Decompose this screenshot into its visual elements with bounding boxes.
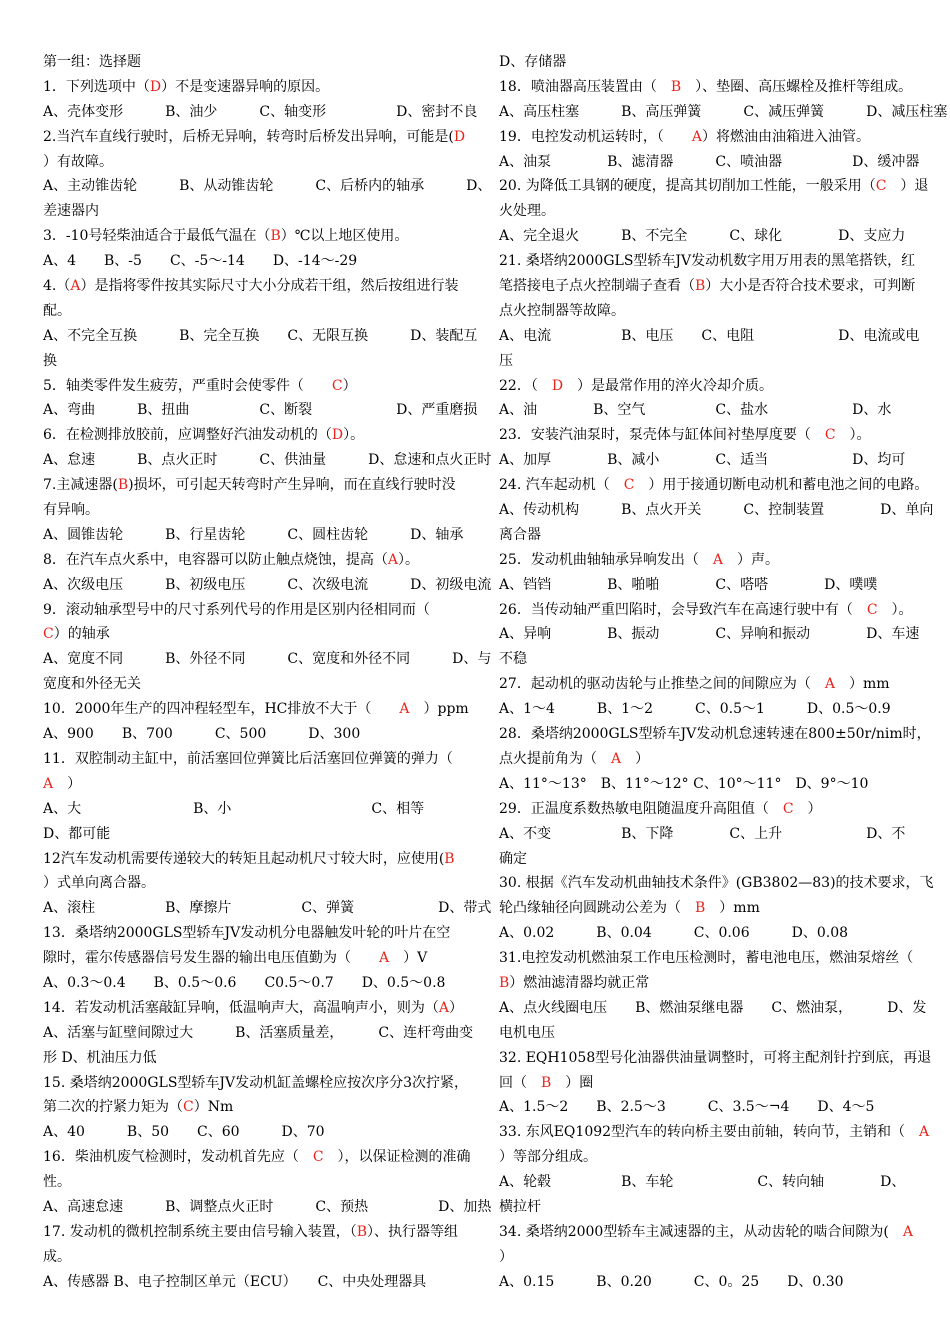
answer-mark: B	[444, 850, 455, 867]
text-line	[43, 448, 492, 473]
answer-mark: B	[670, 78, 682, 95]
text-segment: 5．轴类零件发生疲劳，严重时会使零件（	[43, 377, 332, 394]
text-line	[499, 1095, 920, 1120]
text-segment: 6．在检测排放胶前，应调整好汽油发动机的（	[43, 427, 332, 444]
text-segment: ）ppm	[409, 701, 469, 718]
text-line	[499, 199, 920, 224]
answer-mark: A	[70, 278, 81, 295]
text-line	[43, 498, 465, 523]
text-segment: ）。	[343, 427, 365, 444]
text-segment: ）退	[886, 178, 929, 195]
text-segment: ）	[342, 377, 357, 394]
text-line	[43, 423, 465, 448]
text-line	[43, 548, 465, 573]
text-line	[43, 398, 478, 423]
text-segment: 差速器内	[43, 203, 99, 220]
text-line	[43, 946, 465, 971]
answer-mark: C	[43, 626, 54, 643]
text-line	[499, 100, 948, 125]
text-line	[499, 822, 920, 847]
text-line	[43, 672, 465, 697]
text-line	[499, 349, 920, 374]
text-segment: A、加厚 B、减小 C、适当 D、均可	[499, 452, 906, 469]
text-segment: ）不是变速器异响的原因。	[161, 78, 330, 95]
answer-mark: B	[695, 900, 706, 917]
text-segment: ）。	[835, 427, 871, 444]
text-line	[499, 150, 920, 175]
text-segment: ）圈	[551, 1074, 594, 1091]
answer-mark: C	[866, 601, 878, 618]
text-segment: 隙时，霍尔传感器信号发生器的输出电压值勤为（	[43, 950, 379, 967]
text-line	[43, 722, 465, 747]
answer-mark: A	[43, 775, 54, 792]
text-line	[43, 349, 465, 374]
text-line	[499, 1245, 920, 1270]
answer-mark: A	[399, 701, 410, 718]
text-line	[43, 871, 465, 896]
text-segment: 29．正温度系数热敏电阻随温度升高阻值（	[499, 800, 783, 817]
text-segment: ）	[621, 750, 650, 767]
text-segment: 离合器	[499, 526, 541, 543]
text-line	[43, 324, 478, 349]
text-segment: 25．发动机曲轴轴承异响发出（	[499, 551, 713, 568]
text-line	[499, 971, 920, 996]
text-line	[499, 1046, 932, 1071]
text-segment: 第二次的拧紧力矩为（	[43, 1099, 183, 1116]
text-segment: 23．安装汽油泵时，泵壳体与缸体间衬垫厚度要（	[499, 427, 825, 444]
text-line	[499, 697, 920, 722]
text-line	[499, 1195, 920, 1220]
text-segment: 33. 东风EQ1092型汽车的转向桥主要由前轴，转向节，主销和（	[499, 1124, 920, 1141]
text-line	[499, 573, 920, 598]
text-segment: ）、垫圈、高压螺栓及推杆等组成。	[681, 78, 913, 95]
text-line	[43, 1245, 465, 1270]
answer-mark: C	[875, 178, 887, 195]
text-segment: ），以保证检测的准确	[323, 1149, 471, 1166]
text-segment: ）	[53, 775, 82, 792]
text-segment: 14．若发动机活塞敲缸异响，低温响声大，高温响声小，则为（	[43, 999, 439, 1016]
text-line	[499, 498, 934, 523]
text-segment: )损坏，可引起天转弯时产生异响，而在直线行驶时没	[128, 477, 456, 494]
text-line	[499, 398, 920, 423]
text-segment: 1．下列选项中（	[43, 78, 150, 95]
text-segment: A、宽度不同 B、外径不同 C、宽度和外径不同 D、与	[43, 651, 492, 668]
text-line	[499, 772, 920, 797]
text-line	[499, 598, 920, 623]
text-line	[43, 996, 465, 1021]
text-segment: A、油泵 B、滤清器 C、喷油器 D、缓冲器	[499, 153, 920, 170]
text-line	[499, 299, 920, 324]
answer-mark: C	[824, 427, 836, 444]
answer-mark: B	[499, 974, 510, 991]
text-segment: A、壳体变形 B、油少 C、轴变形 D、密封不良	[43, 103, 478, 120]
text-segment: 12汽车发动机需要传递较大的转矩且起动机尺寸较大时，应使用(	[43, 850, 445, 867]
text-segment: A、传动机构 B、点火开关 C、控制装置 D、单向	[499, 502, 934, 519]
answer-mark: C	[623, 477, 635, 494]
answer-mark: C	[183, 1099, 194, 1116]
text-segment: A、活塞与缸壁间隙过大 B、活塞质量差， C、连杆弯曲变	[43, 1024, 474, 1041]
text-segment: A、完全退火 B、不完全 C、球化 D、支应力	[499, 228, 906, 245]
text-line	[499, 921, 920, 946]
text-line	[499, 946, 920, 971]
text-segment: 21. 桑塔纳2000GLS型轿车JV发动机数字用万用表的黑笔搭铁，红	[499, 253, 916, 270]
text-segment: 成。	[43, 1248, 71, 1265]
text-segment: ）将燃油由油箱进入油管。	[701, 128, 870, 145]
answer-mark: C	[312, 1149, 324, 1166]
text-line	[43, 125, 465, 150]
answer-mark: A	[691, 128, 702, 145]
text-segment: ）是最常作用的淬火冷却介质。	[563, 377, 774, 394]
text-line	[499, 896, 920, 921]
text-segment: 18．喷油器高压装置由（	[499, 78, 671, 95]
text-segment: 30. 根据《汽车发动机曲轴技术条件》(GB3802—83)的技术要求，飞	[499, 875, 934, 892]
text-line	[499, 75, 920, 100]
text-line	[499, 847, 920, 872]
text-line	[499, 1145, 920, 1170]
text-segment: 点火提前角为（	[499, 750, 611, 767]
text-segment: 10．2000年生产的四冲程轻型车，HC排放不大于（	[43, 701, 400, 718]
text-segment: ）	[793, 800, 822, 817]
text-line	[43, 473, 465, 498]
text-segment: A、40 B、50 C、60 D、70	[43, 1124, 325, 1141]
text-segment: 24. 汽车起动机（	[499, 477, 624, 494]
text-line	[43, 174, 492, 199]
text-segment: D、存储器	[499, 54, 567, 70]
text-segment: ）式单向离合器。	[43, 875, 155, 892]
answer-mark: D	[149, 78, 162, 95]
right-column	[499, 50, 948, 1295]
answer-mark: B	[117, 477, 129, 494]
text-segment: 点火控制器等故障。	[499, 302, 625, 319]
text-segment: A、不变 B、下降 C、上升 D、不	[499, 825, 906, 842]
text-line	[43, 1145, 471, 1170]
text-line	[499, 1071, 920, 1096]
text-line	[43, 100, 478, 125]
text-line	[43, 1120, 465, 1145]
text-line	[499, 274, 920, 299]
text-line	[43, 199, 465, 224]
answer-mark: C	[331, 377, 343, 394]
text-segment: ）声。	[722, 551, 779, 568]
text-line	[499, 374, 920, 399]
text-segment: 笔搭接电子点火控制端子查看（	[499, 278, 695, 295]
answer-mark: C	[782, 800, 794, 817]
text-segment: 形 D、机油压力低	[43, 1049, 157, 1066]
text-segment: 28．桑塔纳2000GLS型轿车JV发动机怠速转速在800±50r/nim时，	[499, 726, 931, 743]
text-line	[43, 896, 492, 921]
text-segment: 13．桑塔纳2000GLS型轿车JV发动机分电器触发叶轮的叶片在空	[43, 925, 451, 942]
text-line	[499, 672, 920, 697]
text-segment: D、都可能	[43, 825, 111, 842]
text-segment: A、1～4 B、1～2 C、0.5～1 D、0.5～0.9	[499, 701, 891, 718]
text-segment: 回（	[499, 1074, 541, 1091]
text-segment: 17. 发动机的微机控制系统主要由信号输入装置，（	[43, 1223, 357, 1240]
text-line	[499, 871, 934, 896]
text-segment: A、弯曲 B、扭曲 C、断裂 D、严重磨损	[43, 402, 478, 419]
text-segment: A、1.5～2 B、2.5～3 C、3.5～¬4 D、4～5	[499, 1099, 875, 1116]
text-line	[499, 1021, 920, 1046]
text-segment: ）。	[877, 601, 913, 618]
text-segment: 32. EQH1058型号化油器供油量调整时，可将主配剂针拧到底，再退	[499, 1049, 932, 1066]
text-line	[43, 1170, 465, 1195]
text-segment: A、圆锥齿轮 B、行星齿轮 C、圆柱齿轮 D、轴承	[43, 526, 464, 543]
text-line	[43, 150, 465, 175]
text-segment: ）℃以上地区使用。	[280, 228, 409, 245]
text-line	[499, 647, 920, 672]
text-line	[499, 50, 920, 75]
answer-mark: A	[902, 1223, 913, 1240]
text-line	[499, 548, 920, 573]
text-segment: 4.（	[43, 278, 71, 295]
text-segment: ）、执行器等组	[367, 1223, 459, 1240]
text-line	[43, 847, 465, 872]
answer-mark: B	[541, 1074, 552, 1091]
text-segment: 火处理。	[499, 203, 555, 220]
text-segment: 配。	[43, 302, 71, 319]
text-segment: ）有故障。	[43, 153, 113, 170]
text-line	[499, 473, 929, 498]
text-segment: ）	[499, 1248, 513, 1265]
text-line	[43, 1021, 474, 1046]
text-segment: ）Nm	[193, 1099, 234, 1116]
text-segment: 压	[499, 352, 513, 369]
answer-mark: A	[438, 999, 449, 1016]
text-line	[43, 573, 492, 598]
text-segment: 2.当汽车直线行驶时，后桥无异响，转弯时后桥发出异响，可能是(	[43, 128, 454, 145]
text-line	[43, 697, 469, 722]
text-segment: 有异响。	[43, 502, 99, 519]
text-segment: ）燃油滤清器均就正常	[509, 974, 650, 991]
text-line	[43, 374, 465, 399]
text-line	[43, 1046, 465, 1071]
text-segment: A、0.15 B、0.20 C、0。25 D、0.30	[499, 1273, 844, 1290]
answer-mark: A	[387, 551, 399, 568]
answer-mark: A	[712, 551, 723, 568]
text-line	[499, 125, 920, 150]
text-segment: 第一组：选择题	[43, 54, 141, 70]
text-segment: 确定	[499, 850, 527, 867]
text-segment: ）。	[398, 551, 420, 568]
answer-mark: B	[270, 228, 281, 245]
text-line	[43, 772, 465, 797]
text-line	[43, 299, 465, 324]
text-line	[43, 971, 465, 996]
text-segment: ）是指将零件按其实际尺寸大小分成若干组，然后按组进行装	[80, 278, 459, 295]
text-line	[43, 50, 465, 75]
text-line	[499, 747, 920, 772]
text-line	[499, 1220, 920, 1245]
text-line	[499, 722, 931, 747]
text-line	[499, 249, 920, 274]
text-segment: A、不完全互换 B、完全互换 C、无限互换 D、装配互	[43, 327, 478, 344]
text-segment: A、高速怠速 B、调整点火正时 C、预热 D、加热	[43, 1198, 492, 1215]
answer-mark: A	[919, 1124, 930, 1141]
text-line	[43, 822, 465, 847]
text-segment: 16．柴油机废气检测时，发动机首先应（	[43, 1149, 313, 1166]
text-segment: 27．起动机的驱动齿轮与止推垫之间的间隙应为（	[499, 676, 825, 693]
text-segment: 7.主减速器(	[43, 477, 118, 494]
text-segment: ）mm	[834, 676, 890, 693]
text-segment: A、异响 B、振动 C、异响和振动 D、车速	[499, 626, 920, 643]
text-line	[499, 523, 920, 548]
text-segment: A、怠速 B、点火正时 C、供油量 D、怠速和点火正时	[43, 452, 492, 469]
text-line	[499, 423, 920, 448]
text-segment: A、0.3～0.4 B、0.5～0.6 C0.5～0.7 D、0.5～0.8	[43, 974, 446, 991]
text-line	[43, 1195, 492, 1220]
text-line	[499, 1120, 930, 1145]
text-segment: ）mm	[705, 900, 760, 917]
text-line	[499, 224, 920, 249]
text-segment: A、大 B、小 C、相等	[43, 800, 425, 817]
text-line	[43, 1220, 465, 1245]
answer-mark: D	[551, 377, 564, 394]
answer-mark: A	[379, 950, 390, 967]
text-line	[43, 1071, 469, 1096]
text-segment: ）等部分组成。	[499, 1149, 597, 1166]
text-line	[43, 249, 465, 274]
text-segment: A、4 B、-5 C、-5～-14 D、-14～-29	[43, 253, 358, 270]
left-column	[43, 50, 492, 1295]
text-segment: A、次级电压 B、初级电压 C、次级电流 D、初级电流	[43, 576, 492, 593]
text-segment: A、点火线圈电压 B、燃油泵继电器 C、燃油泵， D、发	[499, 999, 927, 1016]
text-segment: A、0.02 B、0.04 C、0.06 D、0.08	[499, 925, 849, 942]
text-line	[499, 174, 929, 199]
text-line	[43, 1270, 465, 1295]
text-segment: A、滚柱 B、摩擦片 C、弹簧 D、带式	[43, 900, 492, 917]
text-line	[43, 75, 465, 100]
text-segment: 宽度和外径无关	[43, 676, 141, 693]
text-segment: 换	[43, 352, 57, 369]
text-segment: ）的轴承	[53, 626, 110, 643]
text-segment: A、主动锥齿轮 B、从动锥齿轮 C、后桥内的轴承 D、	[43, 178, 492, 195]
text-segment: A、铛铛 B、啪啪 C、嗒嗒 D、噗噗	[499, 576, 878, 593]
text-segment: ）大小是否符合技术要求，可判断	[705, 278, 916, 295]
text-line	[43, 622, 465, 647]
text-segment: 22．（	[499, 377, 552, 394]
text-segment: 15. 桑塔纳2000GLS型轿车JV发动机缸盖螺栓应按次序分3次拧紧，	[43, 1074, 469, 1091]
text-segment: 8．在汽车点火系中，电容器可以防止触点烧蚀，提高（	[43, 551, 388, 568]
answer-mark: A	[824, 676, 835, 693]
text-line	[43, 647, 492, 672]
text-line	[43, 747, 465, 772]
text-segment: 3．-10号轻柴油适合于最低气温在（	[43, 228, 271, 245]
text-line	[499, 1170, 920, 1195]
text-segment: 19．电控发动机运转时，（	[499, 128, 692, 145]
answer-mark: D	[453, 128, 466, 145]
answer-mark: B	[356, 1223, 368, 1240]
text-segment: ）V	[389, 950, 428, 967]
text-segment: A、900 B、700 C、500 D、300	[43, 726, 361, 743]
answer-mark: D	[331, 427, 344, 444]
text-line	[499, 622, 920, 647]
text-segment: 性。	[43, 1174, 71, 1191]
text-segment: A、11°～13° B、11°～12° C、10°～11° D、9°～10	[499, 775, 869, 792]
text-segment: ）	[448, 999, 463, 1016]
text-segment: A、轮毂 B、车轮 C、转向轴 D、	[499, 1174, 906, 1191]
text-line	[43, 224, 465, 249]
text-segment: ）用于接通切断电动机和蓄电池之间的电路。	[634, 477, 929, 494]
answer-mark: A	[611, 750, 622, 767]
text-segment: A、传感器 B、电子控制区单元（ECU） C、中央处理器具	[43, 1273, 427, 1290]
text-line	[43, 1095, 465, 1120]
text-line	[43, 598, 465, 623]
text-line	[43, 274, 465, 299]
text-segment: 20. 为降低工具钢的硬度，提高其切削加工性能，一般采用（	[499, 178, 876, 195]
text-segment: 横拉杆	[499, 1198, 541, 1215]
text-line	[499, 996, 927, 1021]
text-line	[43, 921, 465, 946]
text-segment: 34. 桑塔纳2000型轿车主减速器的主，从动齿轮的啮合间隙为(	[499, 1223, 903, 1240]
text-segment: A、油 B、空气 C、盐水 D、水	[499, 402, 892, 419]
text-line	[499, 797, 920, 822]
text-line	[43, 797, 465, 822]
text-segment: 不稳	[499, 651, 527, 668]
text-line	[499, 448, 920, 473]
text-segment: 11．双腔制动主缸中，前活塞回位弹簧比后活塞回位弹簧的弹力（	[43, 750, 453, 767]
text-segment: 9．滚动轴承型号中的尺寸系列代号的作用是区别内径相同而（	[43, 601, 430, 618]
text-segment: 轮凸缘轴径向圆跳动公差为（	[499, 900, 695, 917]
answer-mark: B	[695, 278, 706, 295]
text-segment: 26．当传动轴严重凹陷时，会导致汽车在高速行驶中有（	[499, 601, 867, 618]
text-segment: 电机电压	[499, 1024, 555, 1041]
text-line	[43, 523, 465, 548]
text-line	[499, 324, 920, 349]
text-line	[499, 1270, 920, 1295]
text-segment: A、高压柱塞 B、高压弹簧 C、减压弹簧 D、减压柱塞	[499, 103, 948, 120]
text-segment: 31.电控发动机燃油泵工作电压检测时，蓄电池电压，燃油泵熔丝（	[499, 950, 914, 967]
text-segment: A、电流 B、电压 C、电阻 D、电流或电	[499, 327, 920, 344]
